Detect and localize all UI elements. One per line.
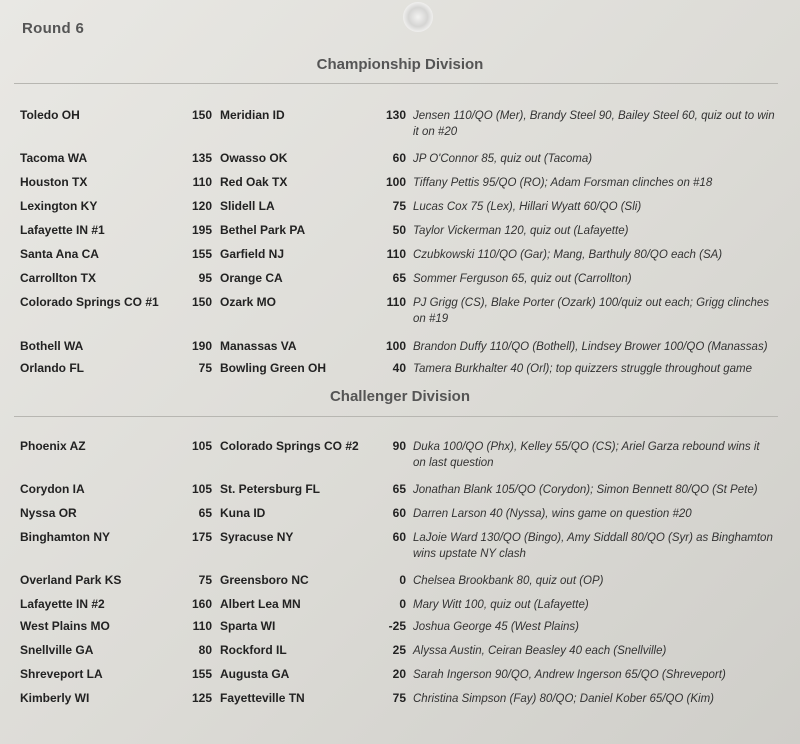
team-one-score: 190 (191, 339, 212, 353)
team-one-score: 150 (191, 295, 212, 309)
game-notes: JP O'Connor 85, quiz out (Tacoma) (413, 153, 593, 165)
team-two-score: 110 (386, 295, 406, 309)
team-one-score: 195 (191, 223, 212, 237)
team-one-name: Carrollton TX (20, 271, 97, 285)
team-two-score: 75 (392, 691, 406, 705)
team-two-score: 25 (392, 643, 406, 657)
team-two-name: Meridian ID (220, 108, 285, 122)
team-two-name: Rockford IL (220, 643, 287, 657)
team-two-name: St. Petersburg FL (220, 482, 321, 496)
team-two-name: Garfield NJ (220, 247, 285, 261)
team-one-name: Phoenix AZ (20, 439, 86, 453)
game-notes: Jonathan Blank 105/QO (Corydon); Simon Bennett 80/QO (St Pete) (413, 484, 758, 496)
game-notes: Sommer Ferguson 65, quiz out (Carrollton) (413, 273, 632, 285)
team-one-score: 75 (198, 573, 212, 587)
team-two-score: 50 (392, 223, 406, 237)
team-one-name: West Plains MO (20, 619, 110, 633)
game-notes: Duka 100/QO (Phx), Kelley 55/QO (CS); Ariel Garza rebound wins it on last question (413, 441, 760, 469)
championship-division-title: Championship Division (316, 56, 484, 73)
team-one-name: Lafayette IN #2 (20, 597, 105, 611)
game-notes: PJ Grigg (CS), Blake Porter (Ozark) 100/quiz out each; Grigg clinches on #19 (413, 297, 770, 325)
team-two-score: 60 (392, 506, 406, 520)
team-two-name: Manassas VA (220, 339, 297, 353)
game-notes: Mary Witt 100, quiz out (Lafayette) (413, 599, 589, 611)
team-two-name: Kuna ID (220, 506, 266, 520)
game-notes: Czubkowski 110/QO (Gar); Mang, Barthuly 80/QO each (SA) (413, 249, 723, 261)
team-two-score: -25 (388, 619, 406, 633)
team-one-name: Lexington KY (20, 199, 98, 213)
team-one-score: 155 (191, 667, 212, 681)
game-notes: Brandon Duffy 110/QO (Bothell), Lindsey Brower 100/QO (Manassas) (413, 341, 768, 353)
team-one-name: Tacoma WA (20, 151, 88, 165)
team-one-score: 105 (191, 482, 212, 496)
team-two-score: 60 (392, 530, 406, 544)
game-notes: Chelsea Brookbank 80, quiz out (OP) (413, 575, 604, 587)
team-two-name: Greensboro NC (220, 573, 309, 587)
round-title: Round 6 (22, 20, 85, 37)
team-two-score: 75 (392, 199, 406, 213)
divider (14, 416, 778, 417)
game-notes: Lucas Cox 75 (Lex), Hillari Wyatt 60/QO (Sli) (413, 201, 642, 213)
team-two-name: Slidell LA (220, 199, 275, 213)
team-two-name: Owasso OK (220, 151, 288, 165)
game-notes: Tamera Burkhalter 40 (Orl); top quizzers struggle throughout game (413, 363, 752, 375)
game-notes: Sarah Ingerson 90/QO, Andrew Ingerson 65/QO (Shreveport) (413, 669, 726, 681)
team-two-score: 65 (392, 271, 406, 285)
team-one-score: 160 (191, 597, 212, 611)
game-notes: Alyssa Austin, Ceiran Beasley 40 each (Snellville) (413, 645, 667, 657)
team-two-score: 100 (385, 175, 406, 189)
team-one-score: 135 (191, 151, 212, 165)
team-two-name: Bowling Green OH (220, 361, 327, 375)
team-two-name: Fayetteville TN (220, 691, 305, 705)
game-notes: Darren Larson 40 (Nyssa), wins game on question #20 (413, 508, 692, 520)
team-two-name: Sparta WI (220, 619, 276, 633)
team-two-score: 0 (399, 597, 406, 611)
game-notes: Jensen 110/QO (Mer), Brandy Steel 90, Bailey Steel 60, quiz out to win it on #20 (413, 110, 775, 138)
team-one-score: 75 (198, 361, 212, 375)
team-one-score: 110 (192, 175, 212, 189)
challenger-division-title: Challenger Division (329, 388, 471, 405)
team-one-name: Shreveport LA (20, 667, 103, 681)
game-notes: Christina Simpson (Fay) 80/QO; Daniel Kober 65/QO (Kim) (413, 693, 715, 705)
team-two-name: Bethel Park PA (220, 223, 306, 237)
team-two-name: Syracuse NY (220, 530, 294, 544)
team-one-name: Corydon IA (20, 482, 85, 496)
team-one-score: 150 (191, 108, 212, 122)
game-notes: Tiffany Pettis 95/QO (RO); Adam Forsman clinches on #18 (413, 177, 713, 189)
team-one-name: Orlando FL (20, 361, 84, 375)
team-two-name: Augusta GA (220, 667, 290, 681)
game-notes: Joshua George 45 (West Plains) (413, 621, 579, 633)
team-one-score: 125 (191, 691, 212, 705)
team-one-name: Santa Ana CA (20, 247, 99, 261)
team-two-name: Orange CA (220, 271, 283, 285)
game-notes: Taylor Vickerman 120, quiz out (Lafayette) (413, 225, 629, 237)
team-two-score: 90 (392, 439, 406, 453)
team-one-score: 110 (192, 619, 212, 633)
team-one-name: Overland Park KS (20, 573, 122, 587)
team-two-score: 0 (399, 573, 406, 587)
team-one-score: 95 (198, 271, 212, 285)
team-two-score: 20 (392, 667, 406, 681)
team-one-score: 155 (191, 247, 212, 261)
game-notes: LaJoie Ward 130/QO (Bingo), Amy Siddall 80/QO (Syr) as Binghamton wins upstate NY clash (413, 532, 773, 560)
team-one-score: 175 (191, 530, 212, 544)
team-one-score: 80 (198, 643, 212, 657)
team-two-score: 130 (385, 108, 406, 122)
team-two-score: 40 (392, 361, 406, 375)
logo-mark (403, 2, 433, 32)
team-one-name: Colorado Springs CO #1 (20, 295, 159, 309)
team-two-name: Red Oak TX (220, 175, 288, 189)
team-one-name: Snellville GA (20, 643, 94, 657)
team-one-score: 120 (191, 199, 212, 213)
team-one-name: Toledo OH (20, 108, 80, 122)
team-two-score: 60 (392, 151, 406, 165)
team-two-score: 65 (392, 482, 406, 496)
divider (14, 83, 778, 84)
team-one-name: Bothell WA (20, 339, 84, 353)
team-two-name: Albert Lea MN (220, 597, 301, 611)
team-two-score: 100 (385, 339, 406, 353)
team-two-score: 110 (386, 247, 406, 261)
team-one-score: 65 (198, 506, 212, 520)
team-two-name: Ozark MO (220, 295, 277, 309)
team-two-name: Colorado Springs CO #2 (220, 439, 359, 453)
team-one-name: Binghamton NY (20, 530, 110, 544)
team-one-name: Lafayette IN #1 (20, 223, 105, 237)
team-one-name: Nyssa OR (20, 506, 77, 520)
team-one-score: 105 (191, 439, 212, 453)
team-one-name: Kimberly WI (20, 691, 90, 705)
team-one-name: Houston TX (20, 175, 88, 189)
